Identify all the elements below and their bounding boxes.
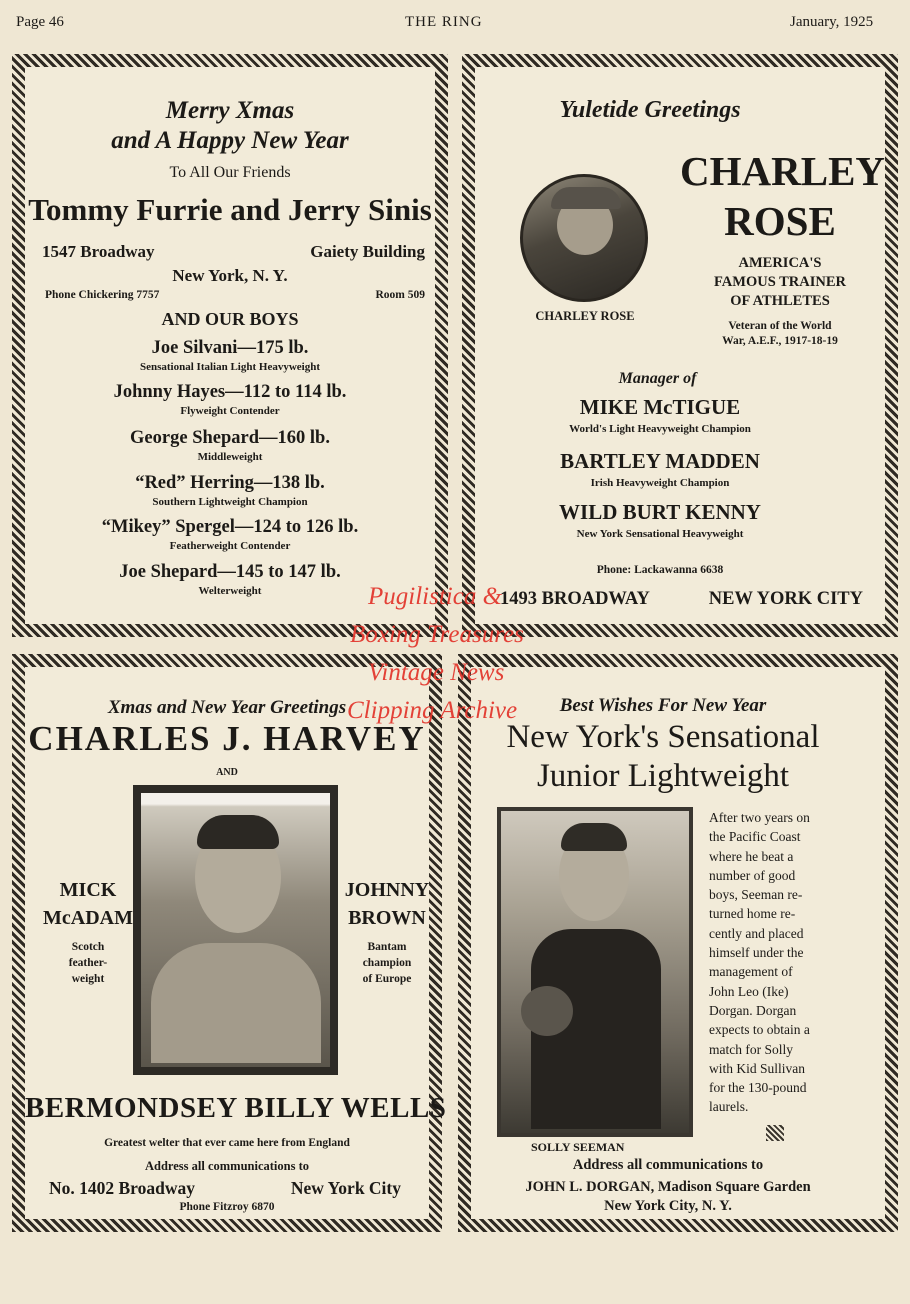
ad4-photo-caption: SOLLY SEEMAN	[531, 1140, 625, 1154]
ad2-name-line1: CHARLEY	[680, 148, 886, 194]
ad3-right-desc-line3: of Europe	[362, 973, 412, 985]
ad4-body-line: where he beat a	[709, 848, 794, 864]
ad4-body-line: laurels.	[709, 1099, 749, 1115]
ad3-name: CHARLES J. HARVEY	[28, 719, 426, 758]
ad3-main-desc: Greatest welter that ever came here from England	[104, 1137, 350, 1149]
ad3-main-name: BERMONDSEY BILLY WELLS	[25, 1092, 447, 1124]
ad2-title-line2: FAMOUS TRAINER	[714, 274, 846, 290]
ad4-body	[709, 808, 851, 1117]
ad1-names: Tommy Furrie and Jerry Sinis	[28, 192, 432, 227]
ad2-fighter-name: MIKE McTIGUE	[579, 395, 741, 419]
ad3-and: AND	[216, 767, 238, 778]
ad4-body-line: Dorgan. Dorgan	[709, 1002, 797, 1018]
ad4-greeting: Best Wishes For New Year	[559, 695, 767, 716]
ad1-boy-desc: Southern Lightweight Champion	[152, 496, 308, 508]
page-header	[0, 14, 910, 38]
ad4-body-line: for the 130-pound	[709, 1080, 807, 1096]
ad2-city: NEW YORK CITY	[708, 589, 863, 609]
ad4-body-line: the Pacific Coast	[709, 829, 801, 845]
ad4-address-line: Address all communications to	[572, 1157, 764, 1173]
ad2-fighter-name: BARTLEY MADDEN	[560, 449, 760, 473]
ad1-boy-name: Joe Silvani—175 lb.	[151, 338, 309, 358]
ad1-boy-name: George Shepard—160 lb.	[130, 428, 330, 448]
ad3-left-desc-line2: feather-	[68, 957, 108, 969]
ad3-left-name-line1: MICK	[59, 879, 117, 901]
ad1-boy-name: “Mikey” Spergel—124 to 126 lb.	[101, 517, 359, 537]
ad4-body-line: match for Solly	[709, 1041, 793, 1057]
ad1-city: New York, N. Y.	[172, 266, 288, 285]
ad3-left-desc-line3: weight	[71, 973, 105, 985]
ad4-title-line1: New York's Sensational	[506, 719, 820, 755]
ad4-body-line: boys, Seeman re-	[709, 887, 803, 903]
ad4-body-line: with Kid Sullivan	[709, 1060, 806, 1076]
ad1-boy-name: “Red” Herring—138 lb.	[135, 473, 325, 493]
issue-date: January, 1925	[790, 14, 874, 30]
magazine-title: THE RING	[405, 14, 483, 30]
ad1-friends: To All Our Friends	[169, 164, 291, 181]
ad4-body-line: cently and placed	[709, 925, 804, 941]
ad3-left-desc-line1: Scotch	[71, 941, 105, 953]
ad1-boy-desc: Welterweight	[198, 585, 262, 597]
ad1-phone: Phone Chickering 7757	[45, 289, 160, 301]
ornament-icon	[766, 1125, 784, 1141]
ad-solly-seeman	[458, 654, 898, 1232]
ad1-boy-name: Johnny Hayes—112 to 114 lb.	[113, 382, 347, 402]
ad3-right-desc-line2: champion	[362, 957, 412, 969]
ad2-manager-of: Manager of	[618, 370, 697, 387]
ad1-boy-desc: Flyweight Contender	[180, 405, 280, 417]
ad1-address: 1547 Broadway	[42, 242, 155, 261]
ad3-phone: Phone Fitzroy 6870	[179, 1201, 275, 1213]
charley-rose-portrait	[520, 174, 648, 302]
ad-charles-harvey	[12, 654, 447, 1232]
ad1-greeting-line1: Merry Xmas	[165, 97, 295, 124]
page-number: Page 46	[16, 14, 64, 30]
ad4-body-line: number of good	[709, 867, 796, 883]
ad1-boy-desc: Sensational Italian Light Heavyweight	[140, 361, 320, 373]
ad2-photo-caption: CHARLEY ROSE	[535, 309, 635, 323]
ad2-fighter-name: WILD BURT KENNY	[559, 500, 761, 524]
ad2-fighter-desc: Irish Heavyweight Champion	[590, 477, 730, 489]
watermark-line: Vintage News	[368, 659, 505, 686]
ad-furrie-sinis	[12, 54, 448, 637]
ad1-boy-desc: Middleweight	[197, 451, 263, 463]
ad2-greeting: Yuletide Greetings	[559, 97, 741, 123]
ad3-left-name-line2: McADAM	[43, 907, 133, 929]
billy-wells-portrait	[133, 785, 338, 1075]
ad3-address-line: Address all communications to	[144, 1159, 309, 1173]
ad3-right-name-line2: BROWN	[348, 907, 426, 929]
ad4-body-line: turned home re-	[709, 906, 796, 922]
ad2-veteran-line1: Veteran of the World	[728, 320, 832, 332]
ad1-boys-heading: AND OUR BOYS	[161, 309, 299, 329]
ad2-fighter-desc: World's Light Heavyweight Champion	[569, 423, 751, 435]
ad2-address: 1493 BROADWAY	[500, 589, 650, 609]
ad2-title-line1: AMERICA'S	[738, 255, 822, 271]
ad1-boy-name: Joe Shepard—145 to 147 lb.	[119, 562, 341, 582]
ad4-body-line: John Leo (Ike)	[709, 983, 789, 999]
solly-seeman-portrait	[497, 807, 693, 1137]
ad2-veteran-line2: War, A.E.F., 1917-18-19	[722, 335, 838, 347]
ad4-body-line: After two years on	[709, 810, 810, 825]
ad1-room: Room 509	[375, 289, 425, 301]
ad4-city: New York City, N. Y.	[604, 1198, 732, 1214]
ad3-right-desc-line1: Bantam	[367, 941, 407, 953]
ad2-title-line3: OF ATHLETES	[730, 293, 830, 309]
ad-charley-rose	[462, 54, 898, 637]
ad4-body-line: himself under the	[709, 945, 804, 961]
ad3-greeting: Xmas and New Year Greetings	[107, 697, 347, 718]
ad4-title-line2: Junior Lightweight	[536, 758, 790, 794]
ad1-boy-desc: Featherweight Contender	[169, 540, 291, 552]
ad3-city: New York City	[290, 1178, 401, 1198]
ad2-phone: Phone: Lackawanna 6638	[596, 564, 724, 576]
ad4-address: JOHN L. DORGAN, Madison Square Garden	[525, 1179, 811, 1195]
ad2-name-line2: ROSE	[724, 198, 836, 244]
watermark-line: Pugilistica &	[368, 583, 503, 610]
ad3-address: No. 1402 Broadway	[49, 1178, 196, 1198]
ad1-building: Gaiety Building	[310, 242, 425, 261]
watermark-line: Boxing Treasures	[350, 621, 524, 648]
watermark-line: Clipping Archive	[347, 697, 518, 724]
ad2-fighter-desc: New York Sensational Heavyweight	[576, 528, 744, 540]
ad4-body-line: expects to obtain a	[709, 1022, 810, 1038]
ad4-body-line: management of	[709, 964, 793, 980]
ad3-right-name-line1: JOHNNY	[344, 879, 430, 901]
ad1-greeting-line2: and A Happy New Year	[111, 127, 349, 154]
